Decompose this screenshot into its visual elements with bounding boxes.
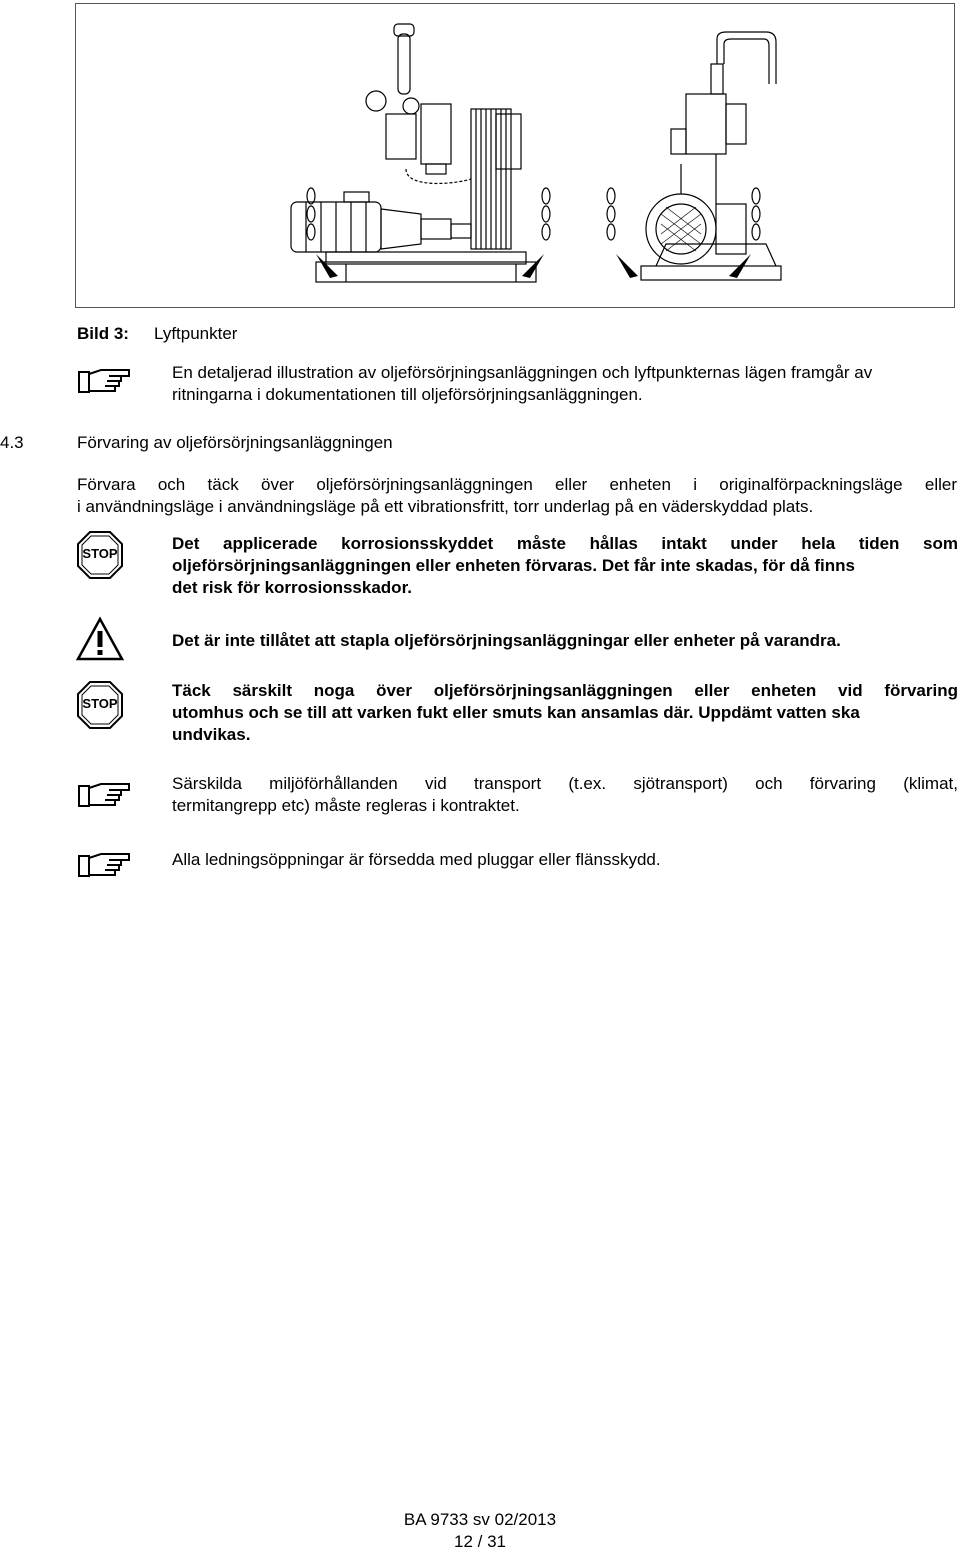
- stop1-line1: Det applicerade korrosionsskyddet måste hållas intakt under hela tiden som: [172, 534, 958, 553]
- warning-line1: Det är inte tillåtet att stapla oljeförsörjningsanläggningar eller enheter på varandra.: [172, 631, 841, 650]
- note1-line2: ritningarna i dokumentationen till oljeförsörjningsanläggningen.: [172, 385, 643, 404]
- stop-sign-label: STOP: [82, 696, 118, 711]
- section-number: 4.3: [0, 433, 24, 452]
- pointing-hand-icon: [77, 780, 133, 810]
- note1-line1: En detaljerad illustration av oljeförsörjningsanläggningen och lyftpunkternas lägen framgår av: [172, 363, 873, 382]
- stop2-line3: undvikas.: [172, 725, 251, 744]
- stop1-line3: det risk för korrosionsskador.: [172, 578, 412, 597]
- figure-caption-text: Lyftpunkter: [154, 324, 238, 343]
- stop1-line2: oljeförsörjningsanläggningen eller enheten förvaras. Det får inte skadas, för då finns: [172, 556, 855, 575]
- note3-line1: Alla ledningsöppningar är försedda med pluggar eller flänsskydd.: [172, 850, 661, 869]
- intro-line2: i användningsläge i användningsläge på ett vibrationsfritt, torr underlag på en väderskyddad plats.: [77, 497, 814, 516]
- stop-sign-icon: [76, 680, 124, 730]
- stop2-line2: utomhus och se till att varken fukt eller smuts kan ansamlas där. Uppdämt vatten ska: [172, 703, 860, 722]
- footer-page-number: 12 / 31: [454, 1532, 506, 1551]
- stop2-line1: Täck särskilt noga över oljeförsörjningsanläggningen eller enheten vid förvaring: [172, 681, 958, 700]
- warning-triangle-icon: [76, 616, 124, 662]
- left-unit-side-view: [291, 24, 550, 282]
- pointing-hand-icon: [77, 366, 133, 396]
- figure-lifting-points: [75, 3, 955, 308]
- note2-line2: termitangrepp etc) måste regleras i kontraktet.: [172, 796, 520, 815]
- right-unit-front-view: [607, 32, 781, 280]
- intro-line1: Förvara och täck över oljeförsörjningsanläggningen eller enheten i originalförpackningsläge eller: [77, 475, 957, 494]
- stop-sign-icon: [76, 530, 124, 580]
- stop-sign-label: STOP: [82, 546, 118, 561]
- lifting-points-drawing: [76, 4, 956, 309]
- note2-line1: Särskilda miljöförhållanden vid transport (t.ex. sjötransport) och förvaring (klimat,: [172, 774, 958, 793]
- section-title: Förvaring av oljeförsörjningsanläggningen: [77, 433, 393, 452]
- footer-doc-id: BA 9733 sv 02/2013: [403, 1510, 557, 1529]
- figure-caption-label: Bild 3:: [77, 324, 129, 343]
- pointing-hand-icon: [77, 850, 133, 880]
